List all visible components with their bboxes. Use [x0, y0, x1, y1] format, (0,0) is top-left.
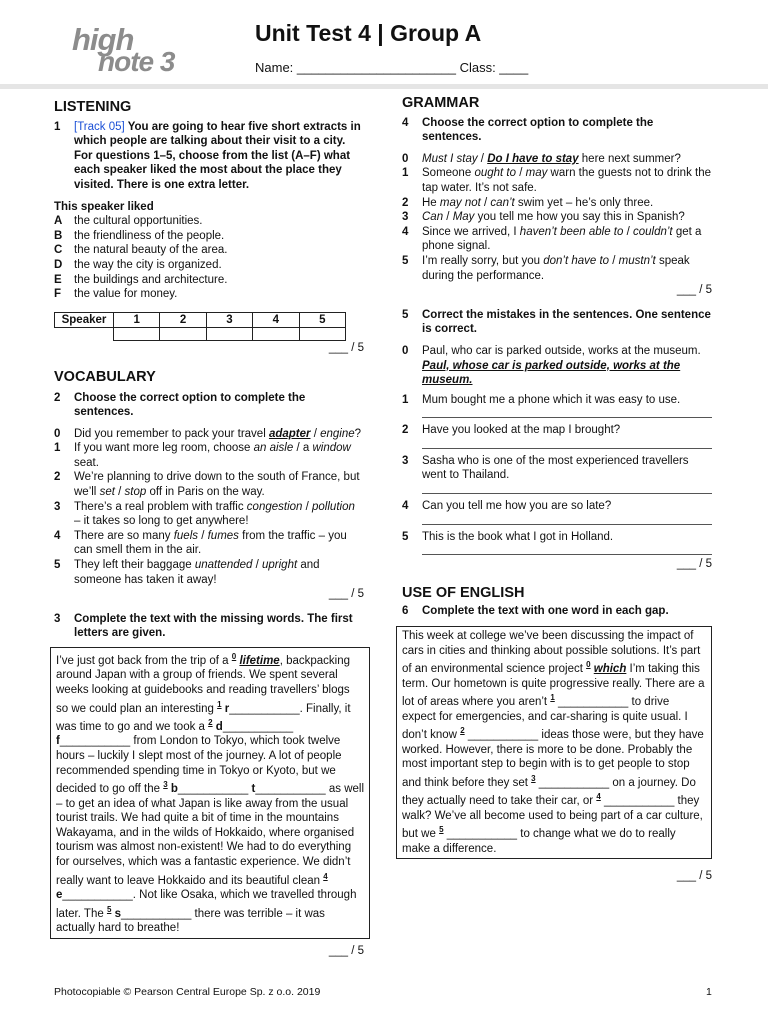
answer-line[interactable] — [422, 438, 712, 449]
item-text[interactable] — [74, 529, 364, 558]
speaker-table — [54, 312, 346, 342]
item-number: 2 — [402, 424, 409, 437]
text-part: get a phone signal. — [422, 225, 702, 253]
question-item — [54, 427, 364, 442]
page-number: 1 — [706, 986, 712, 998]
text-part: May — [452, 211, 475, 224]
q6-text-box — [396, 626, 712, 859]
text-part: f — [56, 735, 60, 748]
q3-score: ___ / 5 — [328, 944, 364, 957]
item-text[interactable] — [74, 558, 364, 587]
option-e — [54, 273, 364, 288]
text-part: 4 — [596, 792, 601, 802]
option-text: the buildings and architecture. — [74, 273, 228, 286]
text-part: ___________ as well – to get an idea of what Japan is like away from the usual tourist trails. We had quite a bit of time in the mountains Wakayama, and in the wilds of Hokkaido, where organised tourism was almost non-existent! We had to do everything for ourselves, which was a fantastic experience. We didn’t really want to leave Hokkaido and its beautiful clean — [56, 783, 365, 887]
q2-number: 2 — [54, 391, 61, 404]
text-part: He — [422, 196, 440, 209]
q4-score: ___ / 5 — [676, 284, 712, 297]
option-letter: D — [54, 258, 63, 271]
text-part: haven’t been able to — [519, 225, 624, 238]
question-item — [402, 166, 712, 195]
q5-instruction-row — [402, 308, 712, 337]
q5-item — [402, 393, 712, 408]
text-part: ought to — [474, 167, 517, 180]
text-part: seat. — [74, 456, 99, 469]
text-part: 5 — [439, 825, 444, 835]
listening-heading: LISTENING — [54, 99, 132, 115]
text-part: an aisle — [253, 442, 294, 455]
text-part: / — [623, 225, 633, 238]
q5-number: 5 — [402, 308, 409, 321]
text-part: 0 — [586, 660, 591, 670]
text-part: fumes — [207, 529, 239, 542]
text-part: / — [609, 254, 619, 267]
item-number: 3 — [402, 454, 409, 467]
q3-number: 3 — [54, 612, 61, 625]
q5-score: ___ / 5 — [676, 558, 712, 571]
q1-score: ___ / 5 — [328, 342, 364, 355]
text-part: Must I stay — [422, 152, 478, 165]
text-part: 3 — [163, 780, 168, 790]
text-part: window — [312, 442, 351, 455]
text-part: ___________ — [222, 720, 294, 733]
text-part: adapter — [268, 427, 311, 440]
item-text[interactable] — [74, 441, 364, 470]
q5-item — [402, 454, 712, 483]
text-part: Do I have to stay — [487, 152, 579, 165]
text-part: warn the guests not to drink the tap water. It’s not safe. — [422, 167, 711, 194]
q5-instruction: Correct the mistakes in the sentences. One sentence is correct. — [422, 308, 711, 336]
q6-score: ___ / 5 — [676, 870, 712, 883]
option-text: the friendliness of the people. — [74, 229, 225, 242]
copyright: Photocopiable © Pearson Central Europe Sp. z o.o. 2019 — [54, 986, 321, 998]
text-part: ___________ from London to Tokyo, which took twelve hours – luckily I slept most of the journey. A lot of people recommended spending time in Tokyo or Kyoto, but we decided to go off the — [56, 735, 342, 796]
text-part: and someone has taken it away! — [74, 559, 320, 586]
q2-instruction-row — [54, 391, 364, 420]
q4-number: 4 — [402, 116, 409, 129]
option-letter: F — [54, 288, 62, 301]
text-part: Can — [422, 211, 444, 224]
q3-text-box — [50, 647, 370, 939]
item-number: 5 — [54, 559, 61, 572]
q5-items — [402, 393, 712, 556]
text-part: unattended — [194, 559, 253, 572]
text-part: engine — [320, 427, 355, 440]
q5-item — [402, 423, 712, 438]
q1-instruction: You are going to hear five short extracts in which people are talking about their visit to a city. For questions 1–5, choose from the list (A–F) what each speaker liked the most about the place they visited. There is one extra letter. — [74, 120, 361, 191]
text-part: 2 — [460, 726, 465, 736]
q5-item — [402, 530, 712, 545]
text-part: Did you remember to pack your travel — [74, 427, 269, 440]
question-item — [402, 196, 712, 211]
text-part: / — [310, 427, 321, 440]
question-item — [54, 441, 364, 470]
option-b — [54, 229, 364, 244]
grammar-heading: GRAMMAR — [402, 95, 480, 111]
text-part: ___________ ideas those were, but they have worked. However, there is more to be done. Probably the most important step to begin with is to get people to stop and think before they set — [402, 729, 704, 789]
text-part: Since we arrived, I — [422, 225, 520, 238]
option-a — [54, 214, 364, 229]
speaker-number: 5 — [299, 312, 345, 328]
text-part: I’m really sorry, but you — [422, 254, 544, 267]
text-part: There are so many — [74, 529, 174, 542]
track-link[interactable]: [Track 05] — [74, 120, 125, 133]
answer-cell[interactable] — [114, 328, 160, 341]
text-part: which — [593, 663, 627, 676]
text-part: pollution — [312, 500, 355, 513]
item-text[interactable] — [422, 196, 712, 211]
right-column — [402, 96, 712, 884]
q6-number: 6 — [402, 605, 409, 618]
item-number: 0 — [402, 152, 409, 165]
question-item — [402, 225, 712, 254]
text-part: t — [251, 783, 256, 796]
item-text: Have you looked at the map I brought? — [422, 424, 621, 437]
text-part: b — [170, 783, 178, 796]
use-of-english-heading: USE OF ENGLISH — [402, 584, 525, 601]
text-part: / — [302, 500, 313, 513]
item-text[interactable] — [422, 210, 712, 225]
item-text[interactable] — [74, 470, 364, 499]
option-text: the natural beauty of the area. — [74, 244, 228, 257]
option-letter: A — [54, 215, 63, 228]
text-part: / — [114, 486, 125, 499]
text-part: They left their baggage — [74, 559, 195, 572]
item-number: 3 — [402, 211, 409, 224]
q5-example: 0 Paul, who car is parked outside, works at the museum. Paul, whose car is parked outside, works at the museum. — [402, 344, 701, 387]
text-part: 0 — [231, 652, 237, 661]
text-part: / — [477, 152, 488, 165]
answer-line[interactable] — [422, 483, 712, 494]
q5-item — [402, 499, 712, 514]
text-part: ___________. Not like Osaka, which we travelled through later. The — [56, 889, 357, 920]
text-part: , backpacking around Japan with a group of friends. We spent several weeks looking at guidebooks and reading travellers’ blogs so we could plan an interesting — [56, 654, 351, 715]
answer-line[interactable] — [422, 407, 712, 418]
text-part: / — [516, 167, 526, 180]
header-band — [0, 84, 768, 89]
text-part: ___________ to drive expect for emergencies, and car-sharing is quite usual. I don’t know — [402, 696, 688, 742]
text-part: couldn’t — [632, 225, 673, 238]
question-item — [54, 558, 364, 587]
text-part: lifetime — [239, 654, 280, 667]
text-part: – it takes so long to get anywhere! — [74, 515, 249, 528]
question-item — [402, 152, 712, 167]
q1-instruction-row — [54, 120, 364, 193]
item-number: 1 — [54, 442, 61, 455]
page-title: Unit Test 4 | Group A — [255, 20, 482, 46]
question-item — [402, 210, 712, 225]
item-text[interactable] — [422, 225, 712, 254]
text-part: / — [252, 559, 262, 572]
text-part: / — [443, 211, 453, 224]
item-text[interactable] — [422, 254, 712, 283]
text-part: here next summer? — [578, 152, 681, 165]
item-text[interactable] — [422, 166, 712, 195]
text-part: 2 — [208, 718, 213, 728]
q3-instruction-row — [54, 612, 364, 641]
text-part: 1 — [550, 693, 555, 703]
text-part: This week at college we’ve been discussing the impact of cars in cities and thinking about possible solutions. It’s part of an environmental science project — [402, 630, 701, 676]
text-part: ___________ to change what we do to really make a difference. — [402, 828, 676, 855]
item-text[interactable] — [74, 500, 364, 529]
text-part: may not — [439, 196, 481, 209]
item-number: 1 — [402, 167, 409, 180]
high-note-logo — [72, 22, 212, 82]
option-c — [54, 243, 364, 258]
text-part: may — [525, 167, 548, 180]
text-part: / — [480, 196, 491, 209]
text-part: can’t — [490, 196, 515, 209]
text-part: from the traffic – you can smell them in the air. — [74, 529, 347, 557]
item-text[interactable] — [74, 427, 364, 442]
text-part: mustn’t — [618, 254, 656, 267]
text-part: speak during the performance. — [422, 254, 690, 282]
q3-instruction: Complete the text with the missing words. The first letters are given. — [74, 612, 353, 640]
q5-example-answer: Paul, whose car is parked outside, works at the museum. — [422, 359, 681, 387]
text-part: ? — [354, 427, 362, 440]
logo-line1: high — [72, 22, 134, 57]
answer-cell[interactable] — [160, 328, 206, 341]
text-part: don’t have to — [543, 254, 610, 267]
item-number: 3 — [54, 500, 61, 513]
option-f — [54, 287, 364, 302]
q4-items — [402, 152, 712, 283]
q6-instruction: Complete the text with one word in each gap. — [422, 605, 669, 618]
option-letter: C — [54, 244, 63, 257]
left-column — [54, 100, 364, 958]
list-title: This speaker liked — [54, 200, 154, 213]
speaker-blank — [55, 328, 114, 341]
text-part: d — [215, 720, 223, 733]
text-part: e — [56, 889, 63, 902]
item-number: 0 — [54, 427, 61, 440]
item-number: 4 — [54, 529, 61, 542]
answer-cell[interactable] — [206, 328, 252, 341]
q1-number: 1 — [54, 120, 61, 133]
text-part: If you want more leg room, choose — [74, 442, 254, 455]
option-text: the value for money. — [74, 288, 178, 301]
q2-items — [54, 427, 364, 588]
q2-instruction: Choose the correct option to complete the sentences. — [74, 391, 306, 419]
text-part: congestion — [246, 500, 303, 513]
text-part: stop — [124, 486, 147, 499]
item-text: This is the book what I got in Holland. — [422, 530, 614, 543]
item-number: 2 — [402, 196, 409, 209]
item-number: 5 — [402, 530, 409, 543]
text-part: you tell me how you say this in Spanish? — [474, 211, 685, 224]
item-number: 5 — [402, 254, 409, 267]
text-part: 3 — [531, 773, 536, 783]
q6-instruction-row — [402, 604, 712, 619]
name-class-field: Name: ______________________ Class: ____ — [255, 60, 529, 75]
q2-score: ___ / 5 — [328, 588, 364, 601]
q4-instruction: Choose the correct option to complete the sentences. — [422, 116, 654, 144]
text-part: ___________. Finally, it was time to go and we took a — [56, 702, 351, 733]
text-part: We’re planning to drive down to the south of France, but we’ll — [74, 471, 360, 499]
text-part: ___________ they walk? We’ve all become used to being part of a car culture, but we — [402, 795, 703, 841]
option-text: the way the city is organized. — [74, 258, 222, 271]
speaker-number: 1 — [114, 312, 160, 328]
item-number: 4 — [402, 500, 409, 513]
text-part: ___________ there was terrible – it was actually hard to breathe! — [56, 907, 325, 935]
text-part: 4 — [323, 871, 328, 881]
text-part: ___________ — [177, 783, 252, 796]
text-part: / — [198, 529, 208, 542]
logo-line2: note 3 — [98, 46, 175, 77]
text-part: fuels — [173, 529, 199, 542]
item-number: 4 — [402, 225, 409, 238]
answer-cell[interactable] — [253, 328, 299, 341]
item-text: Mum bought me a phone which it was easy to use. — [422, 393, 681, 406]
option-letter: E — [54, 273, 62, 286]
text-part: set — [99, 486, 115, 499]
question-item — [402, 254, 712, 283]
text-part: I’m taking this term. Our hometown is quite progressive really. There are a lot of areas where you aren’t — [402, 663, 705, 709]
option-d — [54, 258, 364, 273]
answer-line[interactable] — [422, 514, 712, 525]
question-item — [54, 529, 364, 558]
item-text: Sasha who is one of the most experienced travellers went to Thailand. — [422, 454, 689, 482]
item-number: 1 — [402, 393, 409, 406]
text-part: There’s a real problem with traffic — [74, 500, 247, 513]
answer-cell[interactable] — [299, 328, 345, 341]
item-text: Can you tell me how you are so late? — [422, 500, 612, 513]
q4-instruction-row — [402, 116, 712, 145]
speaker-number: 3 — [206, 312, 252, 328]
text-part: Someone — [422, 167, 475, 180]
text-part: 1 — [217, 699, 222, 709]
item-text[interactable] — [422, 152, 712, 167]
text-part: s — [114, 907, 121, 920]
answer-line[interactable] — [422, 544, 712, 555]
speaker-header: Speaker — [55, 312, 114, 328]
text-part: upright — [262, 559, 298, 572]
question-item — [54, 470, 364, 499]
speaker-options — [54, 214, 364, 302]
text-part: 5 — [106, 904, 112, 914]
text-part: I’ve just got back from the trip of a — [56, 654, 232, 667]
option-text: the cultural opportunities. — [74, 215, 203, 228]
text-part: / a — [293, 442, 313, 455]
speaker-number: 2 — [160, 312, 206, 328]
item-number: 2 — [54, 471, 61, 484]
text-part: off in Paris on the way. — [146, 486, 265, 499]
vocabulary-heading: VOCABULARY — [54, 368, 156, 385]
text-part: r — [224, 702, 230, 715]
speaker-number: 4 — [253, 312, 299, 328]
text-part: ___________ on a journey. Do they actually need to take their car, or — [402, 776, 696, 808]
option-letter: B — [54, 229, 63, 242]
question-item — [54, 500, 364, 529]
text-part: swim yet – he’s only three. — [514, 196, 654, 209]
